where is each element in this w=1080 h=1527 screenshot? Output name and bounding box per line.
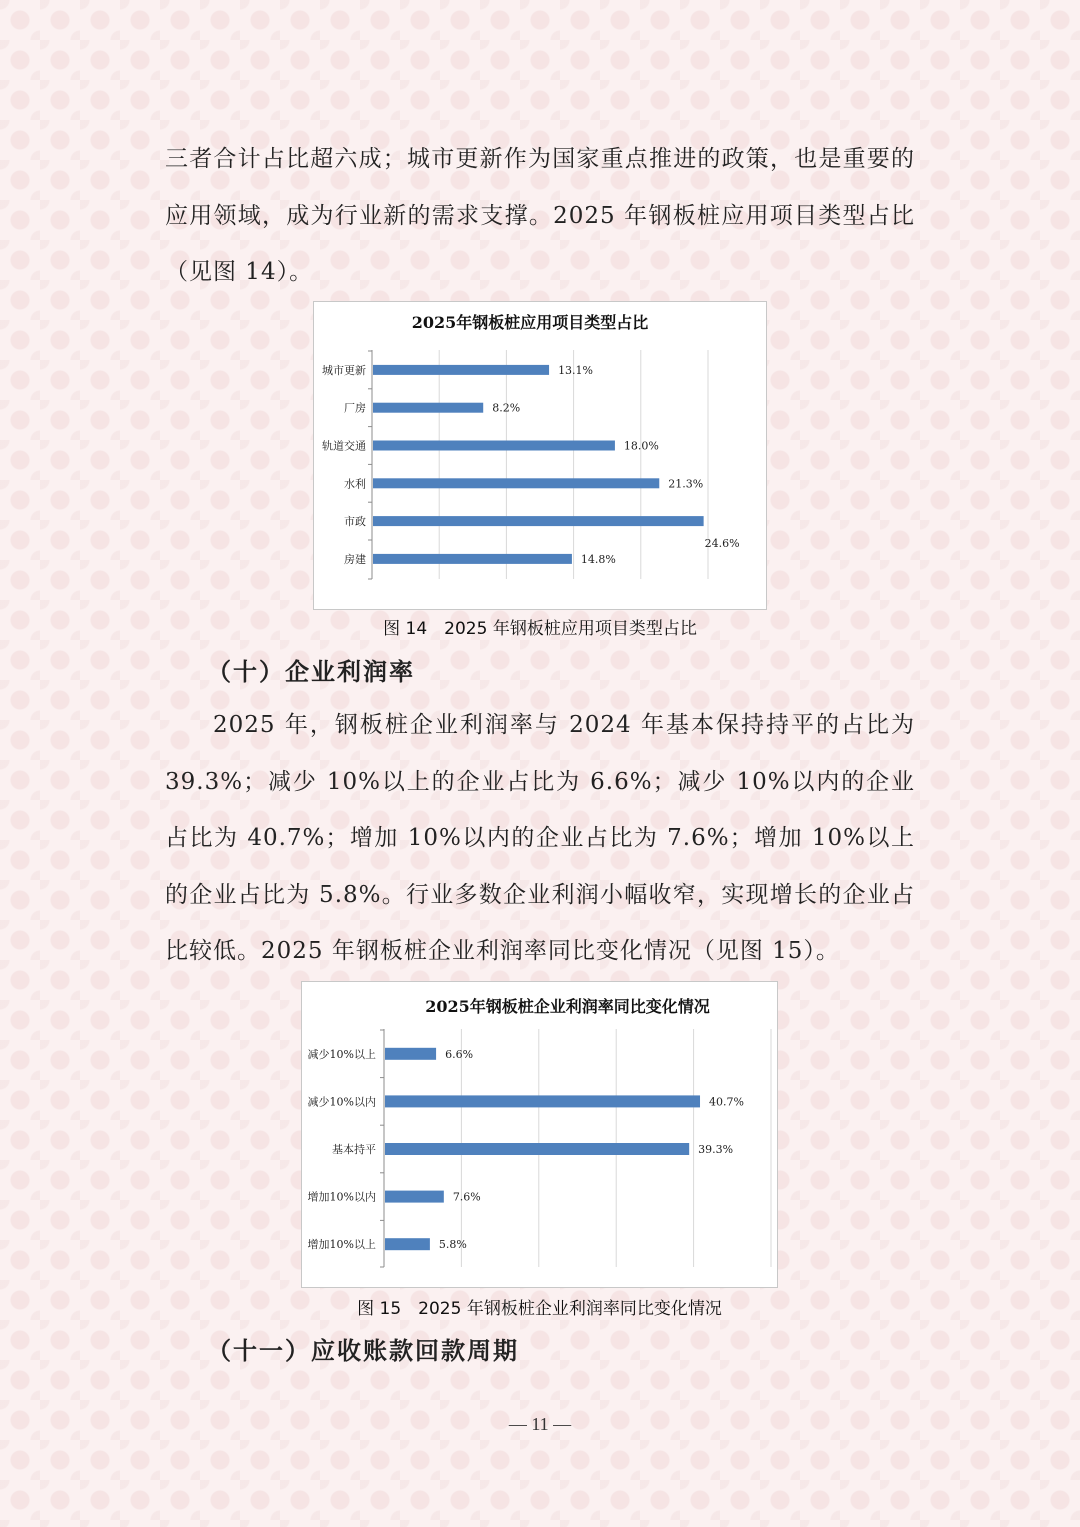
category-label: 基本持平 [332, 1143, 376, 1156]
data-label: 8.2% [492, 401, 521, 415]
data-label: 40.7% [709, 1095, 744, 1109]
chart-14 [313, 301, 767, 610]
category-label: 房建 [344, 552, 366, 566]
category-label: 市政 [344, 515, 366, 529]
bar [373, 441, 615, 451]
category-label: 减少10%以上 [307, 1047, 376, 1061]
data-label: 6.6% [445, 1047, 474, 1061]
category-label: 水利 [344, 477, 366, 491]
data-label: 7.6% [452, 1190, 481, 1204]
section-heading-10: （十）企业利润率 [207, 658, 415, 686]
figure-14-caption: 图 14 2025 年钢板桩应用项目类型占比 [383, 619, 697, 639]
category-label: 厂房 [344, 401, 366, 415]
category-label: 轨道交通 [322, 439, 366, 453]
data-label: 13.1% [558, 363, 594, 377]
data-label: 39.3% [698, 1143, 734, 1156]
bar [385, 1143, 689, 1155]
category-label: 减少10%以内 [307, 1095, 376, 1109]
page-number: — 11 — [508, 1414, 572, 1434]
chart-15 [301, 981, 778, 1288]
bar [385, 1238, 430, 1250]
chart-14-svg [314, 302, 766, 609]
figure-15-caption: 图 15 2025 年钢板桩企业利润率同比变化情况 [357, 1299, 722, 1319]
bar [373, 403, 483, 413]
bar [385, 1191, 444, 1203]
bar [373, 365, 549, 375]
data-label: 5.8% [438, 1238, 467, 1252]
bar [385, 1095, 700, 1107]
data-label: 14.8% [580, 552, 616, 566]
paragraph-1: 三者合计占比超六成；城市更新作为国家重点推进的政策，也是重要的应用领域，成为行业新的需求支撑。2025 年钢板桩应用项目类型占比（见图 14）。 [165, 146, 915, 285]
bar [373, 516, 704, 526]
bar [373, 554, 572, 564]
category-label: 增加10%以内 [307, 1190, 376, 1204]
chart-title: 2025年钢板桩企业利润率同比变化情况 [425, 997, 710, 1016]
data-label: 21.3% [668, 477, 704, 491]
paragraph-2: 2025 年，钢板桩企业利润率与 2024 年基本保持持平的占比为 39.3%；减少 10%以上的企业占比为 6.6%；减少 10%以内的企业占比为 40.7%；增加 10%以内的企业占比为 7.6%；增加 10%以上的企业占比为 5.8%。行业多数企业利润小幅收窄，实现增长的企业占比较低。2025 年钢板桩企业利润率同比变化情况（见图 15）。 [165, 712, 915, 964]
category-label: 增加10%以上 [307, 1238, 376, 1252]
data-label: 18.0% [623, 439, 659, 453]
chart-15-svg [302, 982, 777, 1287]
section-heading-11: （十一）应收账款回款周期 [207, 1337, 519, 1365]
category-label: 城市更新 [322, 363, 366, 377]
chart-title: 2025年钢板桩应用项目类型占比 [411, 313, 649, 332]
data-label: 24.6% [704, 537, 740, 551]
bar [373, 478, 659, 488]
bar [385, 1048, 436, 1060]
